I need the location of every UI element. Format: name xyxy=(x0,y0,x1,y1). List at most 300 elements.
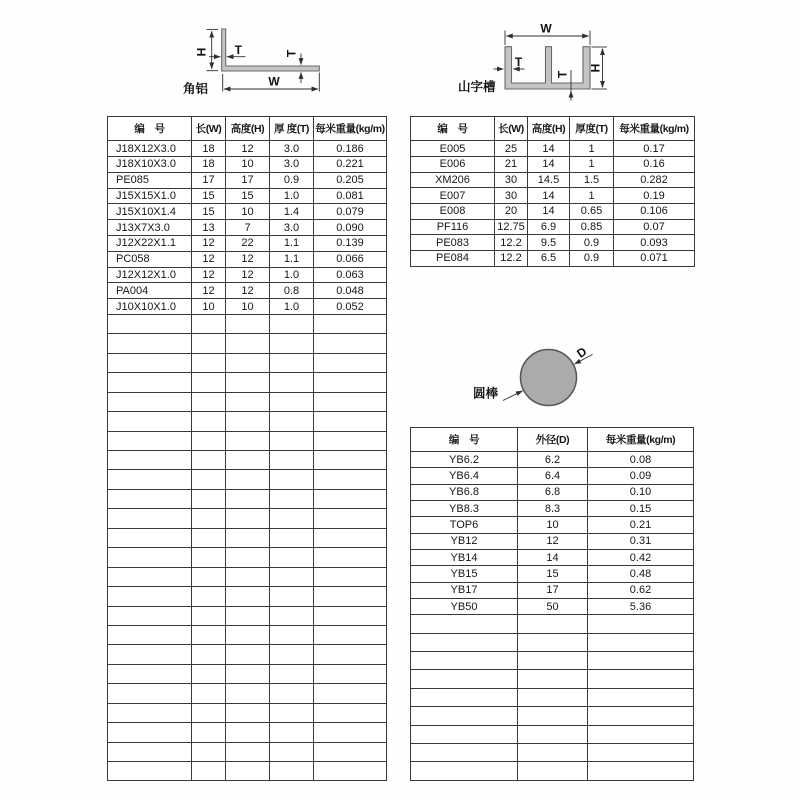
dim-label-t-middle: T xyxy=(555,70,570,79)
empty-cell xyxy=(108,334,192,353)
column-header: 编 号 xyxy=(411,117,495,141)
table-cell: 8.3 xyxy=(518,501,588,517)
table-cell: 0.079 xyxy=(314,204,387,220)
empty-cell xyxy=(192,528,226,547)
table-cell: YB15 xyxy=(411,566,518,582)
table-cell: 18 xyxy=(192,141,226,157)
table-cell: 1.0 xyxy=(270,299,314,315)
table-cell: 12 xyxy=(226,283,270,299)
dim-label-h: H xyxy=(194,47,209,57)
empty-cell xyxy=(108,567,192,586)
empty-cell xyxy=(226,742,270,761)
table-cell: YB50 xyxy=(411,598,518,614)
table-cell: PE084 xyxy=(411,251,495,267)
empty-cell xyxy=(314,664,387,683)
table-cell: PE083 xyxy=(411,235,495,251)
table-cell: 12 xyxy=(226,251,270,267)
dimension-t-top xyxy=(209,43,246,57)
table-cell: 1.1 xyxy=(270,251,314,267)
empty-row xyxy=(108,431,387,450)
empty-cell xyxy=(270,742,314,761)
empty-cell xyxy=(226,431,270,450)
empty-cell xyxy=(270,451,314,470)
empty-row xyxy=(108,703,387,722)
table-cell: 1.0 xyxy=(270,188,314,204)
empty-cell xyxy=(226,587,270,606)
table-cell: 12 xyxy=(192,251,226,267)
empty-cell xyxy=(588,743,694,761)
table-cell: 17 xyxy=(226,172,270,188)
table-cell: E008 xyxy=(411,203,495,219)
round-bar-diagram xyxy=(463,334,607,414)
empty-row xyxy=(108,587,387,606)
table-cell: 9.5 xyxy=(528,235,570,251)
empty-row xyxy=(108,742,387,761)
table-cell: 12.75 xyxy=(495,219,528,235)
table-cell: 15 xyxy=(518,566,588,582)
empty-cell xyxy=(192,470,226,489)
column-header: 外径(D) xyxy=(518,428,588,452)
empty-cell xyxy=(192,703,226,722)
dimension-w xyxy=(223,73,320,92)
empty-cell xyxy=(518,707,588,725)
table-cell: E005 xyxy=(411,141,495,157)
column-header: 厚度(T) xyxy=(570,117,614,141)
empty-cell xyxy=(314,373,387,392)
table-cell: 10 xyxy=(226,204,270,220)
empty-cell xyxy=(270,373,314,392)
empty-row xyxy=(108,451,387,470)
empty-cell xyxy=(314,567,387,586)
empty-cell xyxy=(314,431,387,450)
empty-cell xyxy=(108,762,192,781)
empty-cell xyxy=(314,470,387,489)
table-row xyxy=(411,452,694,468)
table-cell: YB8.3 xyxy=(411,501,518,517)
table-cell: 14 xyxy=(528,203,570,219)
table-cell: 0.15 xyxy=(588,501,694,517)
empty-row xyxy=(108,548,387,567)
header-row xyxy=(108,117,387,141)
table-cell: 0.10 xyxy=(588,484,694,500)
empty-cell xyxy=(192,412,226,431)
empty-cell xyxy=(192,392,226,411)
round-bar-spec-table xyxy=(410,427,694,781)
empty-cell xyxy=(411,707,518,725)
table-row xyxy=(108,251,387,267)
column-header: 每米重量(kg/m) xyxy=(314,117,387,141)
column-header: 每米重量(kg/m) xyxy=(588,428,694,452)
table-cell: 14 xyxy=(528,188,570,204)
column-header: 高度(H) xyxy=(226,117,270,141)
table-cell: 3.0 xyxy=(270,220,314,236)
empty-cell xyxy=(192,451,226,470)
empty-cell xyxy=(270,412,314,431)
empty-cell xyxy=(226,334,270,353)
empty-row xyxy=(108,762,387,781)
empty-cell xyxy=(314,645,387,664)
table-cell: YB6.2 xyxy=(411,452,518,468)
table-row xyxy=(108,235,387,251)
table-cell: 0.186 xyxy=(314,141,387,157)
column-header: 高度(H) xyxy=(528,117,570,141)
empty-cell xyxy=(314,412,387,431)
empty-cell xyxy=(192,762,226,781)
table-cell: 0.063 xyxy=(314,267,387,283)
table-row xyxy=(108,267,387,283)
empty-row xyxy=(108,684,387,703)
empty-cell xyxy=(314,742,387,761)
table-row xyxy=(411,533,694,549)
empty-cell xyxy=(192,548,226,567)
empty-row xyxy=(411,688,694,706)
table-cell: J10X10X1.0 xyxy=(108,299,192,315)
table-cell: 0.106 xyxy=(614,203,695,219)
table-cell: 12 xyxy=(192,267,226,283)
empty-row xyxy=(411,743,694,761)
empty-row xyxy=(411,707,694,725)
column-header: 每米重量(kg/m) xyxy=(614,117,695,141)
empty-cell xyxy=(270,684,314,703)
angle-diagram-label: 角铝 xyxy=(183,82,209,96)
empty-cell xyxy=(314,334,387,353)
empty-row xyxy=(108,645,387,664)
table-cell: 1.0 xyxy=(270,267,314,283)
empty-cell xyxy=(192,489,226,508)
empty-row xyxy=(108,412,387,431)
empty-row xyxy=(108,723,387,742)
empty-row xyxy=(108,625,387,644)
empty-cell xyxy=(314,314,387,333)
empty-cell xyxy=(226,314,270,333)
table-cell: 12 xyxy=(192,283,226,299)
header-row xyxy=(411,117,695,141)
empty-cell xyxy=(314,762,387,781)
empty-cell xyxy=(518,688,588,706)
empty-row xyxy=(411,651,694,669)
empty-cell xyxy=(226,392,270,411)
table-cell: 0.21 xyxy=(588,517,694,533)
table-cell: 18 xyxy=(192,156,226,172)
table-cell: 12 xyxy=(192,235,226,251)
empty-row xyxy=(108,314,387,333)
empty-cell xyxy=(108,703,192,722)
empty-cell xyxy=(270,509,314,528)
table-cell: 12.2 xyxy=(495,251,528,267)
empty-cell xyxy=(108,625,192,644)
empty-cell xyxy=(588,688,694,706)
empty-cell xyxy=(108,742,192,761)
table-cell: 0.9 xyxy=(570,251,614,267)
empty-cell xyxy=(588,615,694,633)
column-header: 编 号 xyxy=(108,117,192,141)
empty-cell xyxy=(226,645,270,664)
empty-cell xyxy=(226,664,270,683)
table-cell: PA004 xyxy=(108,283,192,299)
table-cell: YB17 xyxy=(411,582,518,598)
empty-cell xyxy=(108,489,192,508)
empty-row xyxy=(108,606,387,625)
table-row xyxy=(411,172,695,188)
dim-label-d: D xyxy=(574,344,590,361)
empty-cell xyxy=(270,548,314,567)
table-cell: E007 xyxy=(411,188,495,204)
dim-label-h: H xyxy=(588,63,603,73)
column-header: 长(W) xyxy=(192,117,226,141)
table-cell: 0.081 xyxy=(314,188,387,204)
empty-cell xyxy=(588,651,694,669)
header-row xyxy=(411,428,694,452)
empty-row xyxy=(108,664,387,683)
empty-cell xyxy=(192,645,226,664)
empty-row xyxy=(411,633,694,651)
table-row xyxy=(411,566,694,582)
table-cell: 3.0 xyxy=(270,141,314,157)
table-cell: 3.0 xyxy=(270,156,314,172)
empty-cell xyxy=(108,587,192,606)
empty-cell xyxy=(192,314,226,333)
empty-cell xyxy=(226,412,270,431)
column-header: 长(W) xyxy=(495,117,528,141)
table-cell: 10 xyxy=(226,299,270,315)
empty-cell xyxy=(192,509,226,528)
table-cell: J13X7X3.0 xyxy=(108,220,192,236)
empty-cell xyxy=(411,688,518,706)
empty-cell xyxy=(108,684,192,703)
table-cell: 0.052 xyxy=(314,299,387,315)
round-bar-diagram-label: 圆棒 xyxy=(473,386,499,401)
table-cell: 0.221 xyxy=(314,156,387,172)
empty-cell xyxy=(108,431,192,450)
empty-cell xyxy=(314,451,387,470)
empty-cell xyxy=(192,684,226,703)
table-cell: 0.282 xyxy=(614,172,695,188)
table-cell: 1.4 xyxy=(270,204,314,220)
table-cell: 22 xyxy=(226,235,270,251)
table-row xyxy=(411,468,694,484)
empty-cell xyxy=(588,725,694,743)
empty-cell xyxy=(108,548,192,567)
table-cell: PE085 xyxy=(108,172,192,188)
table-cell: 0.16 xyxy=(614,156,695,172)
dim-label-w: W xyxy=(268,74,280,89)
angle-aluminum-spec-table xyxy=(107,116,387,781)
table-cell: 0.139 xyxy=(314,235,387,251)
table-cell: 17 xyxy=(518,582,588,598)
column-header: 编 号 xyxy=(411,428,518,452)
empty-cell xyxy=(108,373,192,392)
empty-cell xyxy=(411,743,518,761)
empty-cell xyxy=(226,373,270,392)
table-row xyxy=(411,156,695,172)
table-cell: 14.5 xyxy=(528,172,570,188)
empty-cell xyxy=(270,587,314,606)
table-cell: 21 xyxy=(495,156,528,172)
table-cell: 6.9 xyxy=(528,219,570,235)
empty-cell xyxy=(518,670,588,688)
empty-row xyxy=(108,567,387,586)
empty-cell xyxy=(411,670,518,688)
table-cell: 25 xyxy=(495,141,528,157)
table-cell: PF116 xyxy=(411,219,495,235)
table-cell: 17 xyxy=(192,172,226,188)
dim-label-t-right: T xyxy=(284,49,299,58)
empty-cell xyxy=(270,334,314,353)
table-cell: 12.2 xyxy=(495,235,528,251)
empty-cell xyxy=(192,334,226,353)
empty-cell xyxy=(270,392,314,411)
table-cell: 0.17 xyxy=(614,141,695,157)
table-cell: 14 xyxy=(528,141,570,157)
table-cell: 1 xyxy=(570,188,614,204)
empty-cell xyxy=(270,528,314,547)
table-cell: 0.07 xyxy=(614,219,695,235)
table-row xyxy=(411,203,695,219)
table-cell: 0.09 xyxy=(588,468,694,484)
empty-cell xyxy=(108,470,192,489)
empty-cell xyxy=(108,528,192,547)
table-cell: 0.066 xyxy=(314,251,387,267)
table-cell: 10 xyxy=(226,156,270,172)
empty-cell xyxy=(226,489,270,508)
empty-cell xyxy=(270,645,314,664)
empty-row xyxy=(411,615,694,633)
rod-profile-shape xyxy=(521,350,577,406)
dimension-w xyxy=(505,22,590,46)
table-cell: 0.19 xyxy=(614,188,695,204)
dimension-h xyxy=(195,29,218,70)
empty-cell xyxy=(588,670,694,688)
empty-cell xyxy=(108,314,192,333)
empty-cell xyxy=(192,625,226,644)
table-cell: 1.1 xyxy=(270,235,314,251)
table-cell: 0.42 xyxy=(588,549,694,565)
table-cell: 14 xyxy=(518,549,588,565)
empty-cell xyxy=(192,742,226,761)
table-cell: 0.48 xyxy=(588,566,694,582)
empty-cell xyxy=(588,762,694,780)
empty-cell xyxy=(108,645,192,664)
table-cell: E006 xyxy=(411,156,495,172)
empty-cell xyxy=(192,587,226,606)
empty-cell xyxy=(226,509,270,528)
empty-row xyxy=(411,670,694,688)
empty-cell xyxy=(226,548,270,567)
empty-cell xyxy=(226,703,270,722)
table-row xyxy=(411,582,694,598)
empty-cell xyxy=(411,762,518,780)
empty-row xyxy=(108,353,387,372)
table-cell: 0.08 xyxy=(588,452,694,468)
empty-cell xyxy=(270,703,314,722)
table-row xyxy=(411,251,695,267)
empty-row xyxy=(108,392,387,411)
table-cell: 1 xyxy=(570,141,614,157)
empty-cell xyxy=(518,743,588,761)
table-cell: YB14 xyxy=(411,549,518,565)
table-cell: 0.31 xyxy=(588,533,694,549)
empty-cell xyxy=(314,684,387,703)
empty-cell xyxy=(518,633,588,651)
empty-cell xyxy=(588,633,694,651)
table-cell: 6.2 xyxy=(518,452,588,468)
empty-cell xyxy=(192,353,226,372)
empty-cell xyxy=(108,353,192,372)
empty-row xyxy=(108,528,387,547)
table-row xyxy=(108,172,387,188)
channel-diagram-label: 山字槽 xyxy=(458,80,496,94)
empty-cell xyxy=(314,548,387,567)
table-row xyxy=(411,517,694,533)
empty-cell xyxy=(108,723,192,742)
table-cell: 0.048 xyxy=(314,283,387,299)
dimension-h xyxy=(589,47,607,89)
table-cell: 13 xyxy=(192,220,226,236)
empty-cell xyxy=(314,509,387,528)
empty-cell xyxy=(314,392,387,411)
table-cell: 12 xyxy=(518,533,588,549)
table-cell: 6.5 xyxy=(528,251,570,267)
empty-cell xyxy=(411,633,518,651)
table-cell: 20 xyxy=(495,203,528,219)
empty-cell xyxy=(411,651,518,669)
table-cell: 0.090 xyxy=(314,220,387,236)
empty-cell xyxy=(108,664,192,683)
table-cell: YB6.4 xyxy=(411,468,518,484)
table-cell: 12 xyxy=(226,141,270,157)
table-cell: 0.85 xyxy=(570,219,614,235)
empty-cell xyxy=(226,528,270,547)
column-header: 厚 度(T) xyxy=(270,117,314,141)
angle-aluminum-diagram xyxy=(178,14,330,102)
empty-cell xyxy=(518,615,588,633)
empty-cell xyxy=(270,353,314,372)
empty-cell xyxy=(270,625,314,644)
table-row xyxy=(411,598,694,614)
empty-cell xyxy=(588,707,694,725)
table-row xyxy=(108,141,387,157)
empty-cell xyxy=(411,615,518,633)
empty-cell xyxy=(226,684,270,703)
empty-cell xyxy=(226,567,270,586)
empty-cell xyxy=(314,528,387,547)
empty-cell xyxy=(314,587,387,606)
empty-cell xyxy=(314,703,387,722)
table-cell: J12X22X1.1 xyxy=(108,235,192,251)
table-cell: 7 xyxy=(226,220,270,236)
empty-cell xyxy=(226,353,270,372)
table-cell: 0.65 xyxy=(570,203,614,219)
channel-spec-table xyxy=(410,116,695,267)
table-row xyxy=(108,204,387,220)
empty-cell xyxy=(226,470,270,489)
table-cell: YB12 xyxy=(411,533,518,549)
empty-cell xyxy=(270,762,314,781)
table-cell: J18X10X3.0 xyxy=(108,156,192,172)
table-cell: 1 xyxy=(570,156,614,172)
empty-cell xyxy=(108,509,192,528)
empty-cell xyxy=(518,762,588,780)
table-cell: 0.205 xyxy=(314,172,387,188)
table-cell: 0.071 xyxy=(614,251,695,267)
table-cell: 30 xyxy=(495,188,528,204)
table-cell: 0.9 xyxy=(270,172,314,188)
empty-cell xyxy=(314,353,387,372)
empty-cell xyxy=(192,373,226,392)
table-cell: 0.8 xyxy=(270,283,314,299)
table-cell: J15X10X1.4 xyxy=(108,204,192,220)
table-row xyxy=(411,501,694,517)
